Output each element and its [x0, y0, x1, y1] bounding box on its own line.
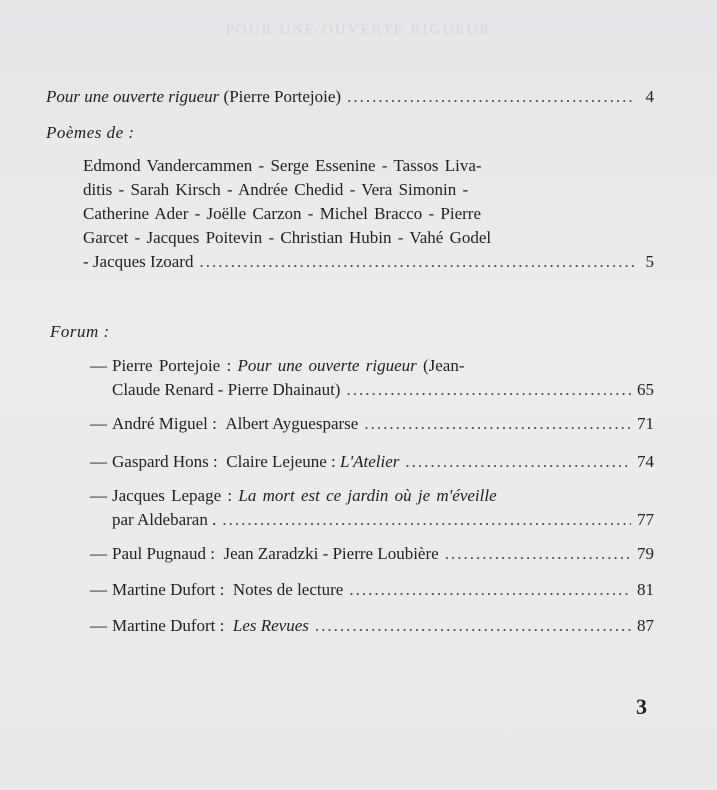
forum-entry-6: [90, 581, 654, 598]
forum-entry-3: [90, 453, 654, 470]
dot-leader: [199, 253, 634, 270]
entry-author: Martine Dufort :: [112, 580, 225, 599]
poets-line: Edmond Vandercammen - Serge Essenine - Tassos Liva-: [83, 156, 482, 175]
page-number: 71: [637, 414, 654, 433]
toc-entry-intro: [46, 88, 654, 105]
entry-title: Pour une ouverte rigueur: [46, 87, 220, 106]
em-dash: —: [90, 414, 107, 433]
entry-author: Paul Pugnaud :: [112, 544, 215, 563]
entry-title: Les Revues: [232, 616, 309, 635]
dot-leader: [349, 581, 631, 598]
entry-title: Pour une ouverte rigueur: [237, 356, 417, 375]
entry-rest: Albert Ayguesparse: [225, 414, 359, 433]
folio-page-number: 3: [636, 694, 647, 719]
forum-entry-1-line2: [112, 381, 654, 398]
forum-entry-1-line1: [90, 357, 465, 374]
entry-author: Jacques Lepage :: [112, 486, 233, 505]
forum-entry-2: [90, 415, 654, 432]
dot-leader: [445, 545, 631, 562]
entry-rest: (Jean-: [422, 356, 465, 375]
section-heading-forum: Forum :: [50, 322, 110, 341]
em-dash: —: [90, 580, 107, 599]
forum-entry-4-line1: [90, 487, 497, 504]
page-number: 79: [637, 544, 654, 563]
entry-author: (Pierre Portejoie): [223, 87, 342, 106]
entry-author: André Miguel :: [112, 414, 217, 433]
entry-rest: Notes de lecture: [232, 580, 344, 599]
dot-leader: [347, 88, 634, 105]
page-number: 87: [637, 616, 654, 635]
poets-line: - Jacques Izoard: [83, 252, 194, 271]
entry-author: Martine Dufort :: [112, 616, 225, 635]
dot-leader: [405, 453, 631, 470]
dot-leader: [222, 511, 631, 528]
em-dash: —: [90, 544, 107, 563]
section-heading-poemes: Poèmes de :: [46, 123, 135, 142]
em-dash: —: [90, 486, 107, 505]
page-number: 4: [645, 87, 654, 106]
entry-continuation: par Aldebaran .: [112, 510, 217, 529]
forum-entry-5: [90, 545, 654, 562]
show-through-header: POUR UNE OUVERTE RIGUEUR: [225, 22, 492, 38]
page-number: 65: [637, 380, 654, 399]
entry-author: Gaspard Hons :: [112, 452, 218, 471]
dot-leader: [315, 617, 631, 634]
em-dash: —: [90, 616, 107, 635]
forum-entry-4-line2: [112, 511, 654, 528]
entry-rest: Claire Lejeune :: [226, 452, 336, 471]
dot-leader: [364, 415, 631, 432]
poets-line: Garcet - Jacques Poitevin - Christian Hubin - Vahé Godel: [83, 228, 492, 247]
page-number: 77: [637, 510, 654, 529]
entry-continuation: Claude Renard - Pierre Dhainaut): [112, 380, 341, 399]
em-dash: —: [90, 356, 107, 375]
dot-leader: [346, 381, 631, 398]
poets-line: ditis - Sarah Kirsch - Andrée Chedid - Vera Simonin -: [83, 180, 469, 199]
toc-entry-poemes: [83, 253, 654, 270]
entry-title: La mort est ce jardin où je m'éveille: [238, 486, 497, 505]
entry-title: L'Atelier: [340, 452, 400, 471]
page-number: 81: [637, 580, 654, 599]
entry-rest: Jean Zaradzki - Pierre Loubière: [223, 544, 439, 563]
page-number: 74: [637, 452, 654, 471]
page-number: 5: [645, 252, 654, 271]
poets-line: Catherine Ader - Joëlle Carzon - Michel Bracco - Pierre: [83, 204, 481, 223]
entry-author: Pierre Portejoie :: [112, 356, 232, 375]
em-dash: —: [90, 452, 107, 471]
forum-entry-7: [90, 617, 654, 634]
